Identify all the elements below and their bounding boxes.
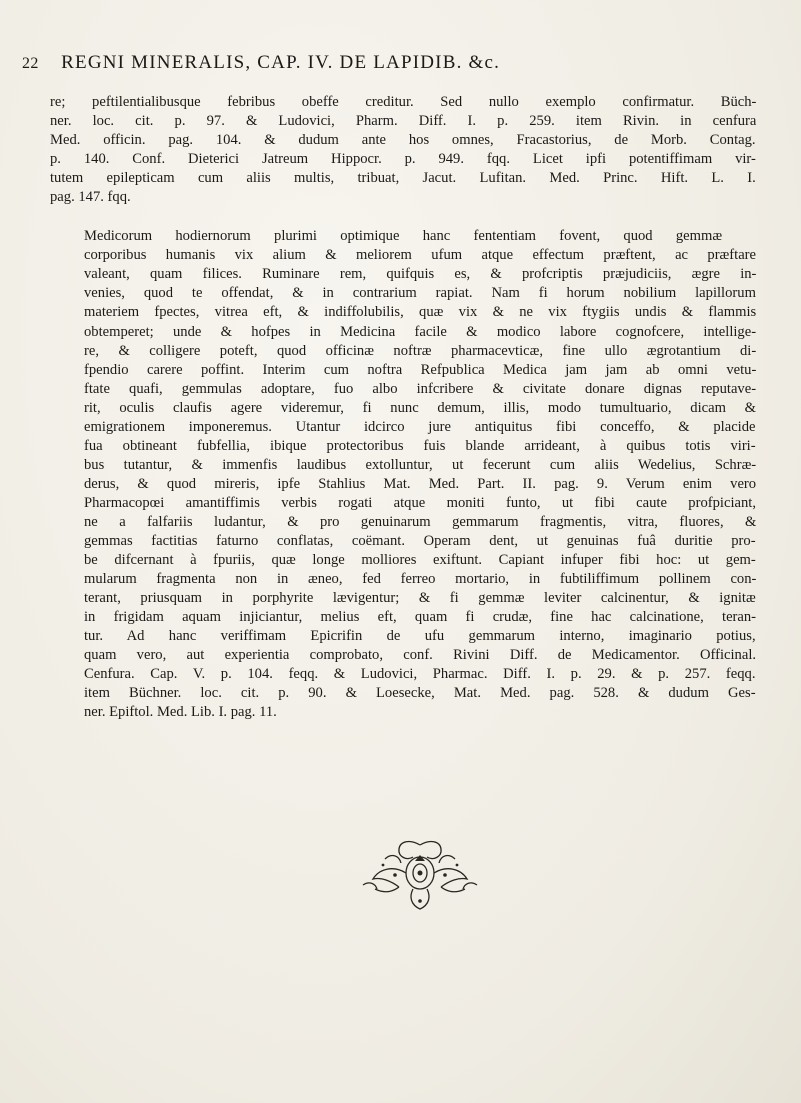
text-line: tutem epilepticam cum aliis multis, tribuat, Jacut. Lufitan. Med. Princ. Hift. L. I. [50,170,756,187]
text-line: quam vero, aut experientia comprobato, conf. Rivini Diff. de Medicamentor. Officinal. [84,647,756,664]
text-line: Pharmacopœi amantiffimis verbis rogati atque moniti funto, ut fibi caute profpiciant, [84,494,756,511]
paragraph-medicorum [50,227,756,722]
text-line: pag. 147. fqq. [50,189,131,206]
text-line: ne a falfariis ludantur, & pro genuinarum gemmarum fragmentis, vitra, fluores, & [84,513,756,530]
text-line: tur. Ad hanc veriffimam Epicrifin de ufu gemmarum interno, imaginario potius, [84,628,756,645]
text-line: derus, & quod mireris, ipfe Stahlius Mat. Med. Part. II. pag. 9. Verum enim vero [84,475,756,492]
page-body [50,93,756,723]
text-line: valeant, quam filices. Ruminare rem, quifquis es, & profcriptis præjudiciis, ægre in- [84,266,756,283]
text-line: ner. Epiftol. Med. Lib. I. pag. 11. [84,704,277,721]
running-title: REGNI MINERALIS, CAP. IV. DE LAPIDIB. &c. [61,52,501,73]
text-line: re, & colligere poteft, quod officinæ noftræ pharmacevticæ, fine ullo ægrotantium di- [84,342,756,359]
text-line: bus tutantur, & immenfis laudibus extolluntur, ut fecerunt cum aliis Wedelius, Schræ- [84,456,756,473]
text-line: Cenfura. Cap. V. p. 104. feqq. & Ludovici, Pharmac. Diff. I. p. 29. & p. 257. feqq. [84,666,756,683]
page-number: 22 [22,55,39,72]
text-line: fua obtineant fubfellia, ibique protectoribus fuis blande arrideant, à quibus totis viri- [84,437,756,454]
text-line: p. 140. Conf. Dieterici Jatreum Hippocr. p. 949. fqq. Licet ipfi potentiffimam vir- [50,151,756,168]
paragraph-continuation [50,93,756,207]
text-line: rit, oculis claufis agere videremur, fi nunc demum, illis, modo tumultuario, dicam & [84,399,756,416]
text-line: materiem fpectes, vitrea eft, & indiffolubilis, quæ vix & ne vix ftygiis undis & flammis [84,304,756,321]
text-line: fpendio carere poffint. Interim cum noftra Refpublica Medica jam jam ab omni vetu- [84,361,756,378]
floral-vignette-icon [355,835,485,913]
text-line: item Büchner. loc. cit. p. 90. & Loesecke, Mat. Med. pag. 528. & dudum Ges- [84,685,756,702]
text-line: obtemperet; unde & hofpes in Medicina facile & modico labore cognofcere, intellige- [84,323,756,340]
text-line: ftate quafi, gemmulas adoptare, fuo albo infcribere & civitate donare dignas reputave- [84,380,756,397]
text-line: emigrationem imponeremus. Utantur idcirco jure antiquitus fibi conceffo, & placide [84,418,756,435]
running-header [22,52,762,74]
text-line: venies, quod te offendat, & in contrarium rapiat. Nam fi horum nobilium lapillorum [84,285,756,302]
text-line: mularum fragmenta non in æneo, fed ferreo mortario, in fubtiliffimum pollinem con- [84,571,756,588]
text-line: be difcernant à fpuriis, quæ longe molliores exiftunt. Capiant infuper fibi hoc: ut gem- [84,552,756,569]
text-line: Medicorum hodiernorum plurimi optimique hanc fententiam fovent, quod gemmæ [84,228,723,245]
text-line: ner. loc. cit. p. 97. & Ludovici, Pharm. Diff. I. p. 259. item Rivin. in cenfura [50,113,756,130]
text-line: corporibus humanis vix alium & meliorem ufum atque effectum præftent, ac præftare [84,247,756,264]
text-line: gemmas factitias faturno conflatas, coëmant. Operam dent, ut genuinas fuâ duritie pro- [84,533,756,550]
text-line: Med. officin. pag. 104. & dudum ante hos omnes, Fracastorius, de Morb. Contag. [50,132,756,149]
text-line: terant, priusquam in porphyrite lævigentur; & fi gemmæ leviter calcinentur, & ignitæ [84,590,756,607]
text-line: in frigidam aquam injiciantur, melius eft, quam fi crudæ, fine hac calcinatione, teran- [84,609,756,626]
text-line: re; peftilentialibusque febribus obeffe creditur. Sed nullo exemplo confirmatur. Büch- [50,94,756,110]
